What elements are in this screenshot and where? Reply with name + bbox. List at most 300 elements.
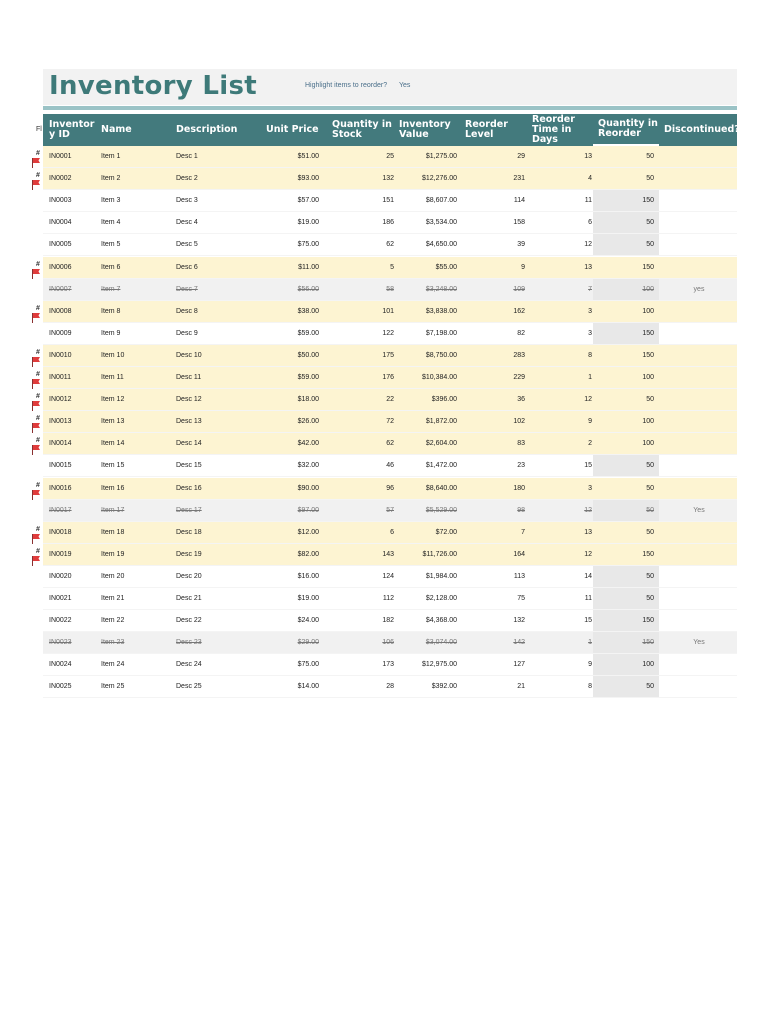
- cell-discontinued[interactable]: [664, 544, 734, 565]
- header-inventory-id[interactable]: Inventor y ID: [49, 119, 95, 140]
- cell-reorder-level[interactable]: 164: [513, 550, 525, 558]
- cell-quantity-in-stock[interactable]: 72: [386, 418, 394, 426]
- cell-unit-price[interactable]: $56.00: [297, 285, 319, 293]
- cell-unit-price[interactable]: $42.00: [297, 440, 319, 448]
- cell-name[interactable]: Item 19: [101, 550, 125, 558]
- cell-reorder-level[interactable]: 158: [513, 219, 525, 227]
- cell-description[interactable]: Desc 4: [176, 219, 198, 227]
- table-row[interactable]: [43, 654, 737, 676]
- cell-inventory-value[interactable]: $1,275.00: [425, 153, 457, 160]
- cell-reorder-time[interactable]: 3: [588, 484, 592, 492]
- cell-reorder-level[interactable]: 229: [513, 374, 525, 381]
- table-row[interactable]: [43, 433, 737, 455]
- cell-quantity-in-reorder[interactable]: 100: [642, 374, 654, 381]
- cell-description[interactable]: Desc 2: [176, 175, 198, 183]
- cell-inventory-id[interactable]: IN0004: [49, 219, 72, 227]
- table-row[interactable]: [43, 367, 737, 389]
- table-row[interactable]: [43, 411, 737, 433]
- cell-name[interactable]: Item 9: [101, 329, 121, 337]
- cell-quantity-in-stock[interactable]: 143: [382, 550, 394, 558]
- cell-inventory-id[interactable]: IN0003: [49, 197, 72, 205]
- cell-reorder-level[interactable]: 9: [521, 263, 525, 271]
- cell-discontinued[interactable]: [664, 566, 734, 587]
- cell-quantity-in-reorder[interactable]: 150: [642, 197, 654, 205]
- cell-quantity-in-stock[interactable]: 151: [382, 197, 394, 205]
- table-row[interactable]: [43, 345, 737, 367]
- cell-description[interactable]: Desc 22: [176, 617, 202, 625]
- cell-quantity-in-reorder[interactable]: 50: [646, 683, 654, 691]
- cell-unit-price[interactable]: $75.00: [297, 241, 319, 249]
- cell-reorder-level[interactable]: 113: [513, 572, 525, 580]
- cell-quantity-in-stock[interactable]: 106: [382, 639, 394, 647]
- cell-quantity-in-stock[interactable]: 122: [382, 329, 394, 337]
- cell-reorder-time[interactable]: 6: [588, 219, 592, 227]
- cell-quantity-in-reorder[interactable]: 100: [642, 418, 654, 426]
- cell-inventory-value[interactable]: $4,650.00: [425, 241, 457, 249]
- cell-unit-price[interactable]: $29.00: [297, 639, 319, 647]
- flag-icon: [31, 423, 41, 433]
- cell-unit-price[interactable]: $51.00: [297, 153, 319, 160]
- cell-reorder-level[interactable]: 82: [517, 329, 525, 337]
- cell-quantity-in-reorder[interactable]: 50: [646, 396, 654, 404]
- cell-description[interactable]: Desc 6: [176, 263, 198, 271]
- cell-unit-price[interactable]: $18.00: [297, 396, 319, 404]
- cell-reorder-level[interactable]: 102: [513, 418, 525, 426]
- cell-inventory-value[interactable]: $11,726.00: [422, 550, 457, 558]
- cell-inventory-value[interactable]: $8,640.00: [425, 484, 457, 492]
- cell-quantity-in-stock[interactable]: 28: [386, 683, 394, 691]
- cell-reorder-time[interactable]: 12: [584, 241, 592, 249]
- cell-inventory-id[interactable]: IN0023: [49, 639, 72, 647]
- cell-description[interactable]: Desc 24: [176, 661, 202, 669]
- table-row[interactable]: [43, 478, 737, 500]
- cell-reorder-level[interactable]: 75: [517, 595, 525, 602]
- cell-reorder-time[interactable]: 11: [584, 595, 592, 602]
- cell-unit-price[interactable]: $50.00: [297, 351, 319, 359]
- header-quantity-in-stock[interactable]: Quantity in Stock: [332, 119, 392, 140]
- cell-unit-price[interactable]: $59.00: [297, 329, 319, 337]
- cell-inventory-value[interactable]: $3,074.00: [425, 639, 457, 647]
- cell-reorder-level[interactable]: 142: [513, 639, 525, 647]
- cell-discontinued[interactable]: [664, 212, 734, 233]
- cell-quantity-in-reorder[interactable]: 100: [642, 661, 654, 669]
- cell-description[interactable]: Desc 10: [176, 351, 202, 359]
- cell-quantity-in-stock[interactable]: 175: [382, 351, 394, 359]
- title-band: [43, 69, 737, 105]
- cell-inventory-id[interactable]: IN0021: [49, 595, 72, 602]
- cell-discontinued[interactable]: [664, 367, 734, 388]
- cell-name[interactable]: Item 2: [101, 175, 121, 183]
- cell-quantity-in-reorder[interactable]: 50: [646, 153, 654, 160]
- cell-discontinued[interactable]: [664, 234, 734, 255]
- cell-quantity-in-reorder[interactable]: 150: [642, 617, 654, 625]
- cell-name[interactable]: Item 4: [101, 219, 121, 227]
- cell-description[interactable]: Desc 13: [176, 418, 202, 426]
- cell-reorder-time[interactable]: 15: [584, 462, 592, 470]
- cell-name[interactable]: Item 1: [101, 153, 121, 160]
- cell-quantity-in-reorder[interactable]: 150: [642, 351, 654, 359]
- cell-name[interactable]: Item 5: [101, 241, 121, 249]
- cell-discontinued[interactable]: [664, 610, 734, 631]
- cell-inventory-id[interactable]: IN0001: [49, 153, 72, 160]
- cell-reorder-level[interactable]: 127: [513, 661, 525, 669]
- cell-unit-price[interactable]: $26.00: [297, 418, 319, 426]
- cell-quantity-in-stock[interactable]: 176: [382, 374, 394, 381]
- cell-description[interactable]: Desc 8: [176, 307, 198, 315]
- cell-quantity-in-stock[interactable]: 6: [390, 528, 394, 536]
- cell-quantity-in-reorder[interactable]: 100: [642, 440, 654, 448]
- cell-inventory-value[interactable]: $7,198.00: [425, 329, 457, 337]
- header-unit-price[interactable]: Unit Price: [266, 124, 319, 135]
- cell-name[interactable]: Item 16: [101, 484, 125, 492]
- cell-discontinued[interactable]: [664, 478, 734, 499]
- cell-reorder-level[interactable]: 36: [517, 396, 525, 404]
- cell-quantity-in-stock[interactable]: 57: [386, 506, 394, 514]
- cell-inventory-id[interactable]: IN0009: [49, 329, 72, 337]
- cell-inventory-id[interactable]: IN0011: [49, 374, 72, 381]
- cell-unit-price[interactable]: $82.00: [297, 550, 319, 558]
- cell-inventory-id[interactable]: IN0013: [49, 418, 72, 426]
- cell-quantity-in-reorder[interactable]: 50: [646, 506, 654, 514]
- cell-inventory-id[interactable]: IN0017: [49, 506, 72, 514]
- page-title: Inventory List: [49, 71, 257, 101]
- cell-name[interactable]: Item 20: [101, 572, 125, 580]
- header-discontinued[interactable]: Discontinued?: [664, 124, 740, 135]
- cell-description[interactable]: Desc 16: [176, 484, 202, 492]
- cell-inventory-value[interactable]: $1,472.00: [425, 462, 457, 470]
- cell-discontinued[interactable]: [664, 301, 734, 322]
- cell-quantity-in-reorder[interactable]: 50: [646, 484, 654, 492]
- cell-quantity-in-stock[interactable]: 101: [382, 307, 394, 315]
- cell-quantity-in-reorder[interactable]: 150: [642, 329, 654, 337]
- cell-inventory-value[interactable]: $3,534.00: [425, 219, 457, 227]
- cell-inventory-id[interactable]: IN0018: [49, 528, 72, 536]
- cell-discontinued[interactable]: Yes: [693, 506, 705, 514]
- cell-name[interactable]: Item 8: [101, 307, 121, 315]
- cell-reorder-level[interactable]: 39: [517, 241, 525, 249]
- table-row[interactable]: [43, 500, 737, 522]
- cell-reorder-level[interactable]: 83: [517, 440, 525, 448]
- cell-inventory-id[interactable]: IN0016: [49, 484, 72, 492]
- reorder-flag: [31, 371, 43, 391]
- table-row[interactable]: [43, 279, 737, 301]
- cell-discontinued[interactable]: [664, 654, 734, 675]
- table-row[interactable]: [43, 234, 737, 256]
- cell-quantity-in-reorder[interactable]: 50: [646, 219, 654, 227]
- cell-description[interactable]: Desc 21: [176, 595, 202, 602]
- cell-reorder-time[interactable]: 8: [588, 683, 592, 691]
- cell-inventory-value[interactable]: $10,384.00: [421, 374, 457, 381]
- cell-description[interactable]: Desc 17: [176, 506, 202, 514]
- header-description[interactable]: Description: [176, 124, 238, 135]
- cell-name[interactable]: Item 23: [101, 639, 125, 647]
- cell-name[interactable]: Item 3: [101, 197, 121, 205]
- cell-reorder-level[interactable]: 98: [517, 506, 525, 514]
- cell-unit-price[interactable]: $57.00: [297, 197, 319, 205]
- cell-unit-price[interactable]: $24.00: [297, 617, 319, 625]
- table-row[interactable]: [43, 168, 737, 190]
- cell-reorder-time[interactable]: 15: [584, 617, 592, 625]
- cell-inventory-id[interactable]: IN0002: [49, 175, 72, 183]
- cell-inventory-value[interactable]: $55.00: [435, 263, 457, 271]
- header-quantity-in-reorder[interactable]: Quantity in Reorder: [593, 114, 659, 146]
- cell-reorder-level[interactable]: 23: [517, 462, 525, 470]
- cell-discontinued[interactable]: [664, 676, 734, 697]
- highlight-value[interactable]: Yes: [399, 82, 411, 89]
- cell-description[interactable]: Desc 23: [176, 639, 202, 647]
- cell-name[interactable]: Item 18: [101, 528, 125, 536]
- cell-discontinued[interactable]: yes: [693, 285, 705, 293]
- cell-inventory-value[interactable]: $396.00: [431, 396, 457, 404]
- cell-name[interactable]: Item 24: [101, 661, 125, 669]
- cell-unit-price[interactable]: $75.00: [297, 661, 319, 669]
- cell-reorder-level[interactable]: 21: [517, 683, 525, 691]
- flag-icon: [31, 445, 41, 455]
- cell-inventory-id[interactable]: IN0012: [49, 396, 72, 404]
- cell-inventory-value[interactable]: $1,872.00: [425, 418, 457, 426]
- cell-reorder-time[interactable]: 3: [588, 307, 592, 315]
- cell-discontinued[interactable]: [664, 323, 734, 344]
- cell-reorder-time[interactable]: 13: [584, 153, 592, 160]
- cell-description[interactable]: Desc 9: [176, 329, 198, 337]
- cell-discontinued[interactable]: [664, 433, 734, 454]
- cell-inventory-value[interactable]: $8,607.00: [425, 197, 457, 205]
- cell-unit-price[interactable]: $19.00: [297, 595, 319, 602]
- cell-inventory-id[interactable]: IN0024: [49, 661, 72, 669]
- cell-reorder-level[interactable]: 109: [513, 285, 525, 293]
- cell-discontinued[interactable]: [664, 389, 734, 410]
- cell-inventory-id[interactable]: IN0014: [49, 440, 72, 448]
- header-reorder-time[interactable]: Reorder Time in Days: [532, 114, 575, 145]
- cell-discontinued[interactable]: [664, 455, 734, 476]
- cell-quantity-in-reorder[interactable]: 100: [642, 285, 654, 293]
- cell-quantity-in-reorder[interactable]: 150: [642, 639, 654, 647]
- cell-reorder-level[interactable]: 283: [513, 351, 525, 359]
- cell-reorder-level[interactable]: 180: [513, 484, 525, 492]
- cell-unit-price[interactable]: $90.00: [297, 484, 319, 492]
- cell-quantity-in-stock[interactable]: 58: [386, 285, 394, 293]
- cell-reorder-time[interactable]: 14: [584, 572, 592, 580]
- cell-name[interactable]: Item 11: [101, 374, 124, 381]
- cell-quantity-in-reorder[interactable]: 50: [646, 595, 654, 602]
- cell-inventory-value[interactable]: $3,838.00: [425, 307, 457, 315]
- cell-inventory-value[interactable]: $392.00: [431, 683, 457, 691]
- cell-inventory-id[interactable]: IN0006: [49, 263, 72, 271]
- cell-description[interactable]: Desc 25: [176, 683, 202, 691]
- cell-name[interactable]: Item 6: [101, 263, 121, 271]
- cell-discontinued[interactable]: [664, 522, 734, 543]
- cell-description[interactable]: Desc 12: [176, 396, 202, 404]
- cell-quantity-in-reorder[interactable]: 50: [646, 528, 654, 536]
- flag-overflow-text: #: [36, 304, 40, 312]
- cell-reorder-time[interactable]: 8: [588, 351, 592, 359]
- cell-description[interactable]: Desc 20: [176, 572, 202, 580]
- cell-description[interactable]: Desc 14: [176, 440, 202, 448]
- table-row[interactable]: [43, 323, 737, 345]
- cell-unit-price[interactable]: $93.00: [297, 175, 319, 183]
- cell-unit-price[interactable]: $11.00: [298, 263, 319, 271]
- cell-reorder-time[interactable]: 13: [584, 263, 592, 271]
- cell-quantity-in-stock[interactable]: 5: [390, 263, 394, 271]
- cell-quantity-in-stock[interactable]: 182: [382, 617, 394, 625]
- cell-quantity-in-stock[interactable]: 22: [386, 396, 394, 404]
- cell-discontinued[interactable]: [664, 345, 734, 366]
- table-row[interactable]: [43, 389, 737, 411]
- table-row[interactable]: [43, 212, 737, 234]
- cell-name[interactable]: Item 17: [101, 506, 125, 514]
- cell-reorder-time[interactable]: 12: [584, 396, 592, 404]
- cell-inventory-id[interactable]: IN0020: [49, 572, 72, 580]
- cell-name[interactable]: Item 15: [101, 462, 125, 470]
- cell-reorder-time[interactable]: 1: [588, 639, 592, 647]
- cell-name[interactable]: Item 21: [101, 595, 125, 602]
- cell-quantity-in-reorder[interactable]: 150: [642, 550, 654, 558]
- cell-unit-price[interactable]: $19.00: [297, 219, 319, 227]
- table-row[interactable]: [43, 522, 737, 544]
- cell-reorder-time[interactable]: 7: [588, 285, 592, 293]
- cell-reorder-time[interactable]: 9: [588, 661, 592, 669]
- header-reorder-level[interactable]: Reorder Level: [465, 119, 508, 140]
- cell-reorder-time[interactable]: 12: [584, 506, 592, 514]
- cell-inventory-value[interactable]: $8,750.00: [425, 351, 457, 359]
- cell-inventory-value[interactable]: $2,128.00: [425, 595, 457, 602]
- cell-quantity-in-reorder[interactable]: 150: [642, 263, 654, 271]
- cell-reorder-level[interactable]: 7: [521, 528, 525, 536]
- flag-overflow-text: #: [36, 437, 40, 445]
- header-name[interactable]: Name: [101, 124, 132, 135]
- cell-description[interactable]: Desc 18: [176, 528, 202, 536]
- cell-name[interactable]: Item 13: [101, 418, 125, 426]
- cell-inventory-id[interactable]: IN0005: [49, 241, 72, 249]
- cell-quantity-in-reorder[interactable]: 50: [646, 572, 654, 580]
- cell-quantity-in-reorder[interactable]: 50: [646, 462, 654, 470]
- cell-inventory-value[interactable]: $3,248.00: [425, 285, 457, 293]
- table-row[interactable]: [43, 146, 737, 168]
- table-row[interactable]: [43, 455, 737, 477]
- table-row[interactable]: [43, 588, 737, 610]
- cell-discontinued[interactable]: Yes: [693, 639, 705, 647]
- cell-discontinued[interactable]: [664, 146, 734, 167]
- cell-quantity-in-stock[interactable]: 96: [386, 484, 394, 492]
- cell-inventory-value[interactable]: $4,368.00: [425, 617, 457, 625]
- table-row[interactable]: [43, 190, 737, 212]
- cell-reorder-time[interactable]: 11: [584, 197, 592, 205]
- header-inventory-value[interactable]: Inventory Value: [399, 119, 451, 140]
- cell-name[interactable]: Item 12: [101, 396, 125, 404]
- cell-reorder-level[interactable]: 162: [513, 307, 525, 315]
- cell-name[interactable]: Item 10: [101, 351, 125, 359]
- table-row[interactable]: [43, 610, 737, 632]
- cell-quantity-in-stock[interactable]: 25: [386, 153, 394, 160]
- cell-unit-price[interactable]: $97.00: [297, 506, 319, 514]
- cell-quantity-in-stock[interactable]: 132: [382, 175, 394, 183]
- table-row[interactable]: [43, 544, 737, 566]
- cell-inventory-id[interactable]: IN0007: [49, 285, 72, 293]
- cell-quantity-in-stock[interactable]: 46: [386, 462, 394, 470]
- cell-unit-price[interactable]: $32.00: [297, 462, 319, 470]
- cell-inventory-id[interactable]: IN0025: [49, 683, 72, 691]
- cell-name[interactable]: Item 14: [101, 440, 125, 448]
- reorder-flag: [31, 415, 43, 435]
- cell-reorder-time[interactable]: 3: [588, 329, 592, 337]
- cell-description[interactable]: Desc 15: [176, 462, 202, 470]
- table-row[interactable]: [43, 632, 737, 654]
- cell-unit-price[interactable]: $16.00: [297, 572, 319, 580]
- cell-inventory-id[interactable]: IN0019: [49, 550, 72, 558]
- cell-quantity-in-reorder[interactable]: 50: [646, 175, 654, 183]
- reorder-flag: [31, 349, 43, 369]
- cell-description[interactable]: Desc 1: [176, 153, 198, 160]
- cell-discontinued[interactable]: [664, 168, 734, 189]
- cell-reorder-level[interactable]: 132: [513, 617, 525, 625]
- cell-unit-price[interactable]: $14.00: [297, 683, 319, 691]
- cell-description[interactable]: Desc 7: [176, 285, 198, 293]
- reorder-flag: [31, 437, 43, 457]
- cell-name[interactable]: Item 25: [101, 683, 125, 691]
- cell-description[interactable]: Desc 11: [176, 374, 202, 381]
- cell-discontinued[interactable]: [664, 411, 734, 432]
- table-row[interactable]: [43, 566, 737, 588]
- cell-description[interactable]: Desc 5: [176, 241, 198, 249]
- cell-reorder-level[interactable]: 114: [513, 197, 525, 205]
- cell-reorder-time[interactable]: 12: [584, 550, 592, 558]
- cell-reorder-time[interactable]: 9: [588, 418, 592, 426]
- cell-discontinued[interactable]: [664, 588, 734, 609]
- cell-name[interactable]: Item 22: [101, 617, 125, 625]
- cell-quantity-in-reorder[interactable]: 100: [642, 307, 654, 315]
- table-row[interactable]: [43, 257, 737, 279]
- cell-description[interactable]: Desc 3: [176, 197, 198, 205]
- cell-unit-price[interactable]: $38.00: [297, 307, 319, 315]
- cell-reorder-level[interactable]: 29: [517, 153, 525, 160]
- table-row[interactable]: [43, 676, 737, 698]
- cell-discontinued[interactable]: [664, 190, 734, 211]
- cell-inventory-id[interactable]: IN0015: [49, 462, 72, 470]
- cell-reorder-time[interactable]: 2: [588, 440, 592, 448]
- cell-reorder-time[interactable]: 1: [588, 374, 592, 381]
- cell-inventory-value[interactable]: $5,529.00: [425, 506, 457, 514]
- cell-quantity-in-stock[interactable]: 186: [382, 219, 394, 227]
- cell-reorder-time[interactable]: 13: [584, 528, 592, 536]
- table-row[interactable]: [43, 301, 737, 323]
- cell-discontinued[interactable]: [664, 257, 734, 278]
- cell-inventory-value[interactable]: $1,984.00: [425, 572, 457, 580]
- cell-quantity-in-stock[interactable]: 62: [386, 440, 394, 448]
- cell-quantity-in-stock[interactable]: 112: [382, 595, 394, 602]
- cell-unit-price[interactable]: $59.00: [297, 374, 319, 381]
- cell-inventory-value[interactable]: $12,975.00: [421, 661, 457, 669]
- flag-overflow-text: #: [36, 525, 40, 533]
- reorder-flag: [31, 150, 43, 170]
- cell-reorder-time[interactable]: 4: [588, 175, 592, 183]
- flag-overflow-text: #: [36, 348, 40, 356]
- cell-quantity-in-stock[interactable]: 62: [386, 241, 394, 249]
- cell-quantity-in-stock[interactable]: 124: [382, 572, 394, 580]
- cell-unit-price[interactable]: $12.00: [297, 528, 319, 536]
- cell-inventory-id[interactable]: IN0008: [49, 307, 72, 315]
- cell-quantity-in-stock[interactable]: 173: [382, 661, 394, 669]
- cell-inventory-id[interactable]: IN0010: [49, 351, 72, 359]
- cell-inventory-id[interactable]: IN0022: [49, 617, 72, 625]
- flag-overflow-text: #: [36, 150, 40, 157]
- cell-quantity-in-reorder[interactable]: 50: [646, 241, 654, 249]
- cell-name[interactable]: Item 7: [101, 285, 121, 293]
- cell-inventory-value[interactable]: $12,276.00: [421, 175, 457, 183]
- cell-inventory-value[interactable]: $2,604.00: [425, 440, 457, 448]
- cell-reorder-level[interactable]: 231: [513, 175, 525, 183]
- cell-inventory-value[interactable]: $72.00: [435, 528, 457, 536]
- cell-description[interactable]: Desc 19: [176, 550, 202, 558]
